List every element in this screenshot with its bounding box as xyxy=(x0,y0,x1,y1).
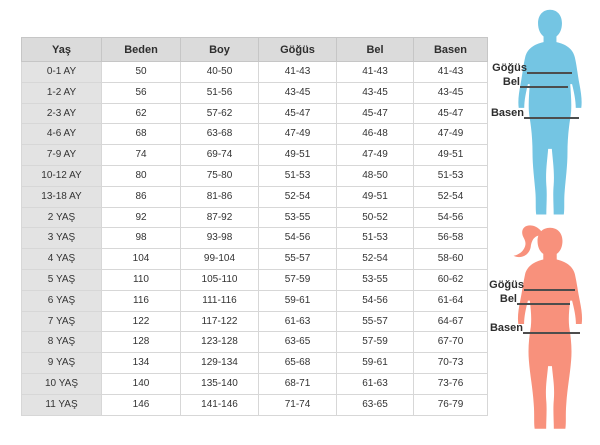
boy-body-shape xyxy=(518,10,581,215)
data-cell: 43-45 xyxy=(259,82,337,103)
girl-hip-label: Basen xyxy=(489,322,523,334)
data-cell: 110 xyxy=(102,269,181,290)
column-header: Boy xyxy=(181,38,259,62)
data-cell: 104 xyxy=(102,249,181,270)
row-header-cell: 2 YAŞ xyxy=(22,207,102,228)
row-header-cell: 13-18 AY xyxy=(22,186,102,207)
data-cell: 62 xyxy=(102,103,181,124)
data-cell: 63-68 xyxy=(181,124,259,145)
table-row xyxy=(22,269,488,290)
data-cell: 111-116 xyxy=(181,290,259,311)
row-header-cell: 3 YAŞ xyxy=(22,228,102,249)
header-row xyxy=(22,38,488,62)
row-header-cell: 0-1 AY xyxy=(22,62,102,83)
data-cell: 54-56 xyxy=(414,207,488,228)
data-cell: 60-62 xyxy=(414,269,488,290)
boy-waist-label: Bel xyxy=(502,76,520,88)
table-row xyxy=(22,290,488,311)
data-cell: 56 xyxy=(102,82,181,103)
column-header: Göğüs xyxy=(259,38,337,62)
row-header-cell: 7 YAŞ xyxy=(22,311,102,332)
table-row xyxy=(22,207,488,228)
data-cell: 52-54 xyxy=(414,186,488,207)
data-cell: 61-64 xyxy=(414,290,488,311)
data-cell: 75-80 xyxy=(181,165,259,186)
data-cell: 49-51 xyxy=(414,145,488,166)
data-cell: 74 xyxy=(102,145,181,166)
data-cell: 67-70 xyxy=(414,332,488,353)
data-cell: 45-47 xyxy=(259,103,337,124)
row-header-cell: 10-12 AY xyxy=(22,165,102,186)
data-cell: 49-51 xyxy=(337,186,414,207)
data-cell: 122 xyxy=(102,311,181,332)
data-cell: 73-76 xyxy=(414,373,488,394)
data-cell: 41-43 xyxy=(414,62,488,83)
data-cell: 135-140 xyxy=(181,373,259,394)
data-cell: 58-60 xyxy=(414,249,488,270)
row-header-cell: 10 YAŞ xyxy=(22,373,102,394)
data-cell: 41-43 xyxy=(337,62,414,83)
column-header: Beden xyxy=(102,38,181,62)
row-header-cell: 5 YAŞ xyxy=(22,269,102,290)
row-header-cell: 2-3 AY xyxy=(22,103,102,124)
data-cell: 52-54 xyxy=(259,186,337,207)
data-cell: 47-49 xyxy=(414,124,488,145)
data-cell: 116 xyxy=(102,290,181,311)
data-cell: 61-63 xyxy=(259,311,337,332)
data-cell: 99-104 xyxy=(181,249,259,270)
row-header-cell: 11 YAŞ xyxy=(22,394,102,415)
data-cell: 57-59 xyxy=(259,269,337,290)
data-cell: 40-50 xyxy=(181,62,259,83)
boy-hip-label: Basen xyxy=(490,107,524,119)
table-row xyxy=(22,62,488,83)
data-cell: 47-49 xyxy=(337,145,414,166)
data-cell: 54-56 xyxy=(337,290,414,311)
data-cell: 49-51 xyxy=(259,145,337,166)
girl-body-shape xyxy=(518,228,582,429)
data-cell: 50-52 xyxy=(337,207,414,228)
boy-chest-line xyxy=(527,72,572,74)
row-header-cell: 1-2 AY xyxy=(22,82,102,103)
data-cell: 105-110 xyxy=(181,269,259,290)
row-header-cell: 4-6 AY xyxy=(22,124,102,145)
table-row xyxy=(22,228,488,249)
data-cell: 87-92 xyxy=(181,207,259,228)
table-row xyxy=(22,82,488,103)
data-cell: 70-73 xyxy=(414,353,488,374)
column-header: Yaş xyxy=(22,38,102,62)
data-cell: 92 xyxy=(102,207,181,228)
column-header: Basen xyxy=(414,38,488,62)
table-row xyxy=(22,332,488,353)
data-cell: 98 xyxy=(102,228,181,249)
data-cell: 86 xyxy=(102,186,181,207)
table-row xyxy=(22,124,488,145)
girl-waist-line xyxy=(517,303,570,305)
data-cell: 64-67 xyxy=(414,311,488,332)
data-cell: 43-45 xyxy=(337,82,414,103)
data-cell: 61-63 xyxy=(337,373,414,394)
data-cell: 41-43 xyxy=(259,62,337,83)
data-cell: 123-128 xyxy=(181,332,259,353)
table-row xyxy=(22,373,488,394)
table-row xyxy=(22,103,488,124)
table-row xyxy=(22,165,488,186)
data-cell: 56-58 xyxy=(414,228,488,249)
girl-hip-line xyxy=(523,332,580,334)
row-header-cell: 4 YAŞ xyxy=(22,249,102,270)
table-row xyxy=(22,353,488,374)
row-header-cell: 8 YAŞ xyxy=(22,332,102,353)
data-cell: 45-47 xyxy=(337,103,414,124)
boy-chest-label: Göğüs xyxy=(492,62,527,74)
data-cell: 93-98 xyxy=(181,228,259,249)
row-header-cell: 9 YAŞ xyxy=(22,353,102,374)
size-table-body xyxy=(22,62,488,416)
data-cell: 57-59 xyxy=(337,332,414,353)
data-cell: 65-68 xyxy=(259,353,337,374)
data-cell: 51-53 xyxy=(337,228,414,249)
data-cell: 51-56 xyxy=(181,82,259,103)
data-cell: 117-122 xyxy=(181,311,259,332)
data-cell: 55-57 xyxy=(259,249,337,270)
data-cell: 146 xyxy=(102,394,181,415)
data-cell: 45-47 xyxy=(414,103,488,124)
size-table-header xyxy=(22,38,488,62)
data-cell: 141-146 xyxy=(181,394,259,415)
column-header: Bel xyxy=(337,38,414,62)
data-cell: 76-79 xyxy=(414,394,488,415)
data-cell: 128 xyxy=(102,332,181,353)
table-row xyxy=(22,145,488,166)
table-row xyxy=(22,249,488,270)
boy-waist-line xyxy=(520,86,568,88)
data-cell: 57-62 xyxy=(181,103,259,124)
size-chart-table xyxy=(21,37,488,416)
table-row xyxy=(22,311,488,332)
data-cell: 55-57 xyxy=(337,311,414,332)
table-row xyxy=(22,394,488,415)
data-cell: 69-74 xyxy=(181,145,259,166)
girl-chest-label: Göğüs xyxy=(489,279,524,291)
boy-hip-line xyxy=(524,117,579,119)
data-cell: 54-56 xyxy=(259,228,337,249)
data-cell: 50 xyxy=(102,62,181,83)
data-cell: 68-71 xyxy=(259,373,337,394)
table-row xyxy=(22,186,488,207)
data-cell: 140 xyxy=(102,373,181,394)
girl-chest-line xyxy=(524,289,575,291)
data-cell: 129-134 xyxy=(181,353,259,374)
row-header-cell: 6 YAŞ xyxy=(22,290,102,311)
data-cell: 59-61 xyxy=(337,353,414,374)
row-header-cell: 7-9 AY xyxy=(22,145,102,166)
data-cell: 68 xyxy=(102,124,181,145)
data-cell: 63-65 xyxy=(337,394,414,415)
data-cell: 47-49 xyxy=(259,124,337,145)
data-cell: 81-86 xyxy=(181,186,259,207)
data-cell: 59-61 xyxy=(259,290,337,311)
data-cell: 53-55 xyxy=(259,207,337,228)
data-cell: 52-54 xyxy=(337,249,414,270)
data-cell: 48-50 xyxy=(337,165,414,186)
data-cell: 80 xyxy=(102,165,181,186)
data-cell: 51-53 xyxy=(414,165,488,186)
data-cell: 43-45 xyxy=(414,82,488,103)
girl-waist-label: Bel xyxy=(499,293,517,305)
data-cell: 71-74 xyxy=(259,394,337,415)
data-cell: 134 xyxy=(102,353,181,374)
data-cell: 51-53 xyxy=(259,165,337,186)
data-cell: 63-65 xyxy=(259,332,337,353)
data-cell: 46-48 xyxy=(337,124,414,145)
data-cell: 53-55 xyxy=(337,269,414,290)
